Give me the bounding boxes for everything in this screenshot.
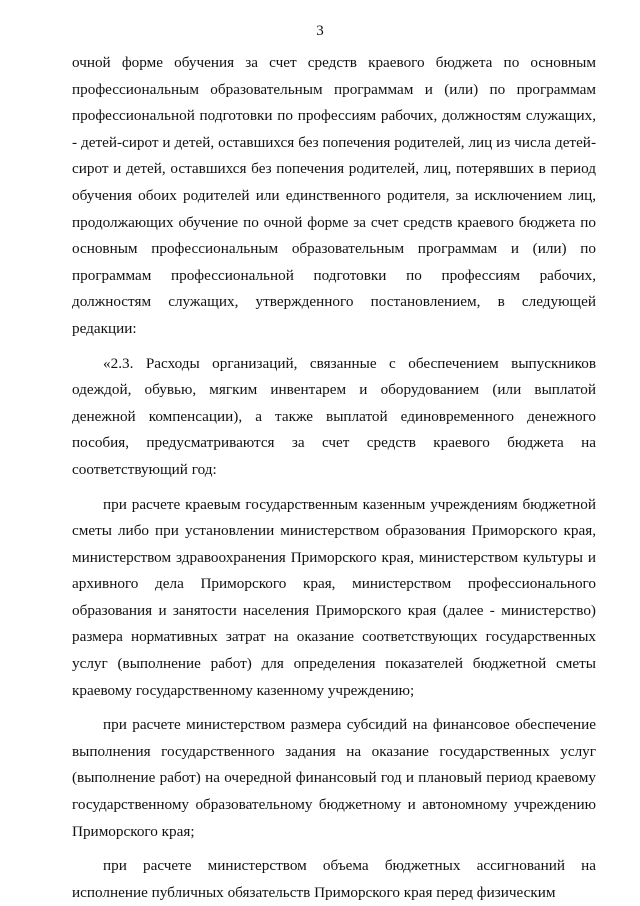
page-number: 3 [316, 23, 324, 39]
paragraph-public-obligations: при расчете министерством объема бюджетных ассигнований на исполнение публичных обязательств Приморского края перед физическим [72, 857, 596, 901]
paragraph-budget-estimate: при расчете краевым государственным казенным учреждениям бюджетной сметы либо при установлении министерством образования Приморского края, министерством здравоохранения Приморского края, министерством культуры и архивного дела Приморского края, министерством профессионального образования и занятости населения Приморского края (далее - министерство) размера нормативных затрат на оказание соответствующих государственных услуг (выполнение работ) для определения показателей бюджетной сметы краевому государственному казенному учреждению; [72, 495, 596, 699]
paragraph-subsidies: при расчете министерством размера субсидий на финансовое обеспечение выполнения государственного задания на оказание государственных услуг (выполнение работ) на очередной финансовый год и плановый период краевому государственному образовательному бюджетному и автономному учреждению Приморского края; [72, 716, 596, 840]
paragraph-intro: очной форме обучения за счет средств краевого бюджета по основным профессиональным образовательным программам и (или) по программам профессиональной подготовки по профессиям рабочих, должностям служащих, - детей-сирот и детей, оставшихся без попечения родителей, лиц из числа детей-сирот и детей, оставшихся без попечения родителей, лиц, потерявших в период обучения обоих родителей или единственного родителя, за исключением лиц, продолжающих обучение по очной форме за счет средств краевого бюджета по основным профессиональным образовательным программам и (или) по программам профессиональной подготовки по профессиям рабочих, должностям служащих, утвержденного постановлением, в следующей редакции: [72, 54, 596, 337]
paragraph-clause-2-3: «2.3. Расходы организаций, связанные с обеспечением выпускников одеждой, обувью, мягким инвентарем и оборудованием (или выплатой денежной компенсации), а также выплатой единовременного денежного пособия, предусматриваются за счет средств краевого бюджета на соответствующий год: [72, 354, 596, 478]
document-body [72, 50, 596, 906]
